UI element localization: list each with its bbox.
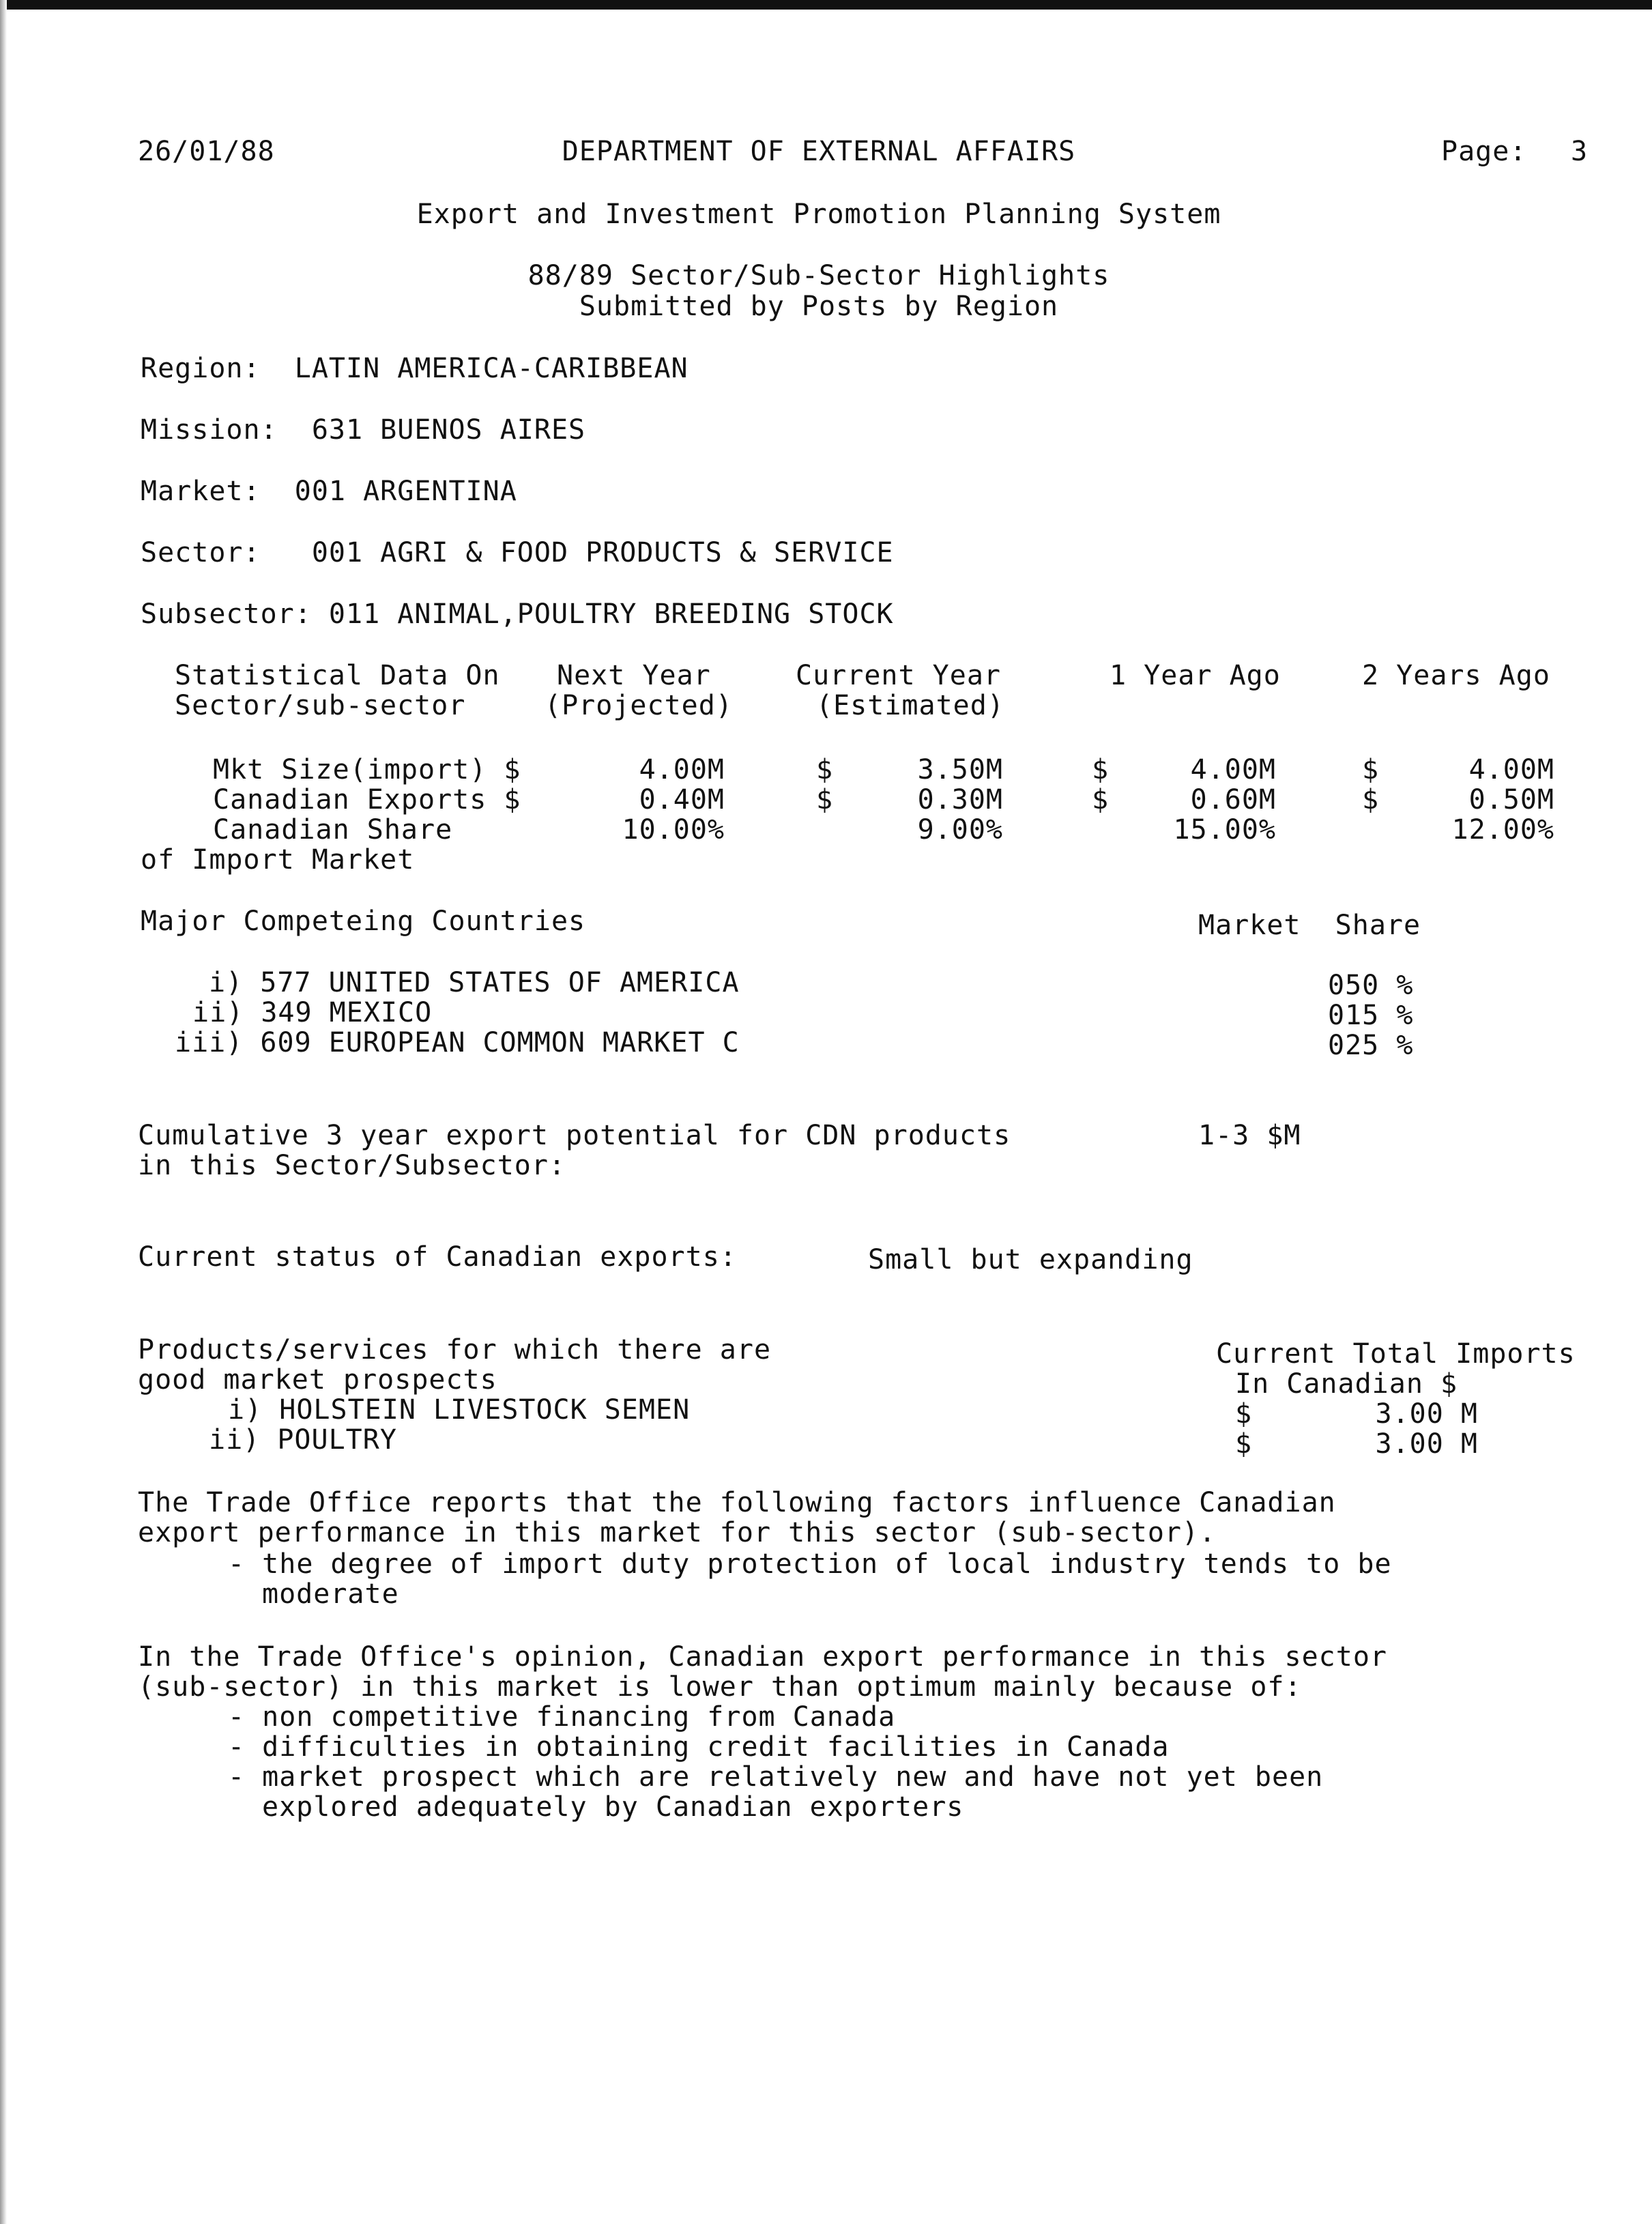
stats-col0-header-2: Sector/sub-sector [175,690,466,721]
product-value: 3.00 M [1375,1398,1478,1430]
stats-col0-header-1: Statistical Data On [175,660,500,691]
stats-cell: 15.00% [1173,814,1276,846]
region-line: Region: LATIN AMERICA-CARIBBEAN [141,353,689,384]
product-currency: $ [1235,1398,1253,1430]
factor-bullet-continuation: moderate [262,1578,399,1610]
report-date: 26/01/88 [138,136,275,167]
stats-row-label: Canadian Exports $ [213,784,521,815]
competitor-share: 025 % [1328,1030,1414,1061]
competitor-name: iii) 609 EUROPEAN COMMON MARKET C [175,1027,740,1058]
competitor-name: ii) 349 MEXICO [192,997,433,1028]
stats-share-continuation: of Import Market [141,844,415,876]
status-label: Current status of Canadian exports: [138,1241,737,1273]
imports-heading-2: In Canadian $ [1235,1368,1458,1400]
opinion-bullet: - non competitive financing from Canada [228,1701,896,1733]
stats-currency: $ [1092,784,1110,815]
stats-col3-header: 1 Year Ago [1110,660,1281,691]
competitor-share: 050 % [1328,970,1414,1001]
product-currency: $ [1235,1428,1253,1460]
competitors-heading: Major Competeing Countries [141,906,586,937]
market-line: Market: 001 ARGENTINA [141,476,517,507]
stats-cell: 3.50M [917,754,1003,785]
page-label: Page: [1441,136,1527,167]
stats-col2-header-2: (Estimated) [816,690,1004,721]
stats-cell: 0.30M [917,784,1003,815]
stats-cell: 4.00M [1190,754,1276,785]
stats-col2-header-1: Current Year [796,660,1001,691]
products-line-2: good market prospects [138,1364,497,1396]
product-value: 3.00 M [1375,1428,1478,1460]
stats-currency: $ [1362,754,1380,785]
highlights-title: 88/89 Sector/Sub-Sector Highlights [527,260,1110,291]
market-share-heading: Market Share [1198,910,1421,941]
stats-cell: 0.50M [1468,784,1554,815]
opinion-bullet: - difficulties in obtaining credit facilities in Canada [228,1731,1170,1763]
potential-value: 1-3 $M [1198,1120,1301,1151]
stats-row-label: Mkt Size(import) $ [213,754,521,785]
stats-currency: $ [1362,784,1380,815]
potential-line-2: in this Sector/Subsector: [138,1150,566,1181]
stats-cell: 12.00% [1451,814,1554,846]
stats-cell: 4.00M [639,754,725,785]
stats-cell: 0.60M [1190,784,1276,815]
stats-col1-header-2: (Projected) [545,690,733,721]
stats-col4-header: 2 Years Ago [1362,660,1550,691]
stats-cell: 10.00% [622,814,725,846]
stats-cell: 9.00% [917,814,1003,846]
stats-cell: 4.00M [1468,754,1554,785]
system-title: Export and Investment Promotion Planning System [416,199,1221,230]
competitor-name: i) 577 UNITED STATES OF AMERICA [209,967,740,998]
factors-line-2: export performance in this market for this sector (sub-sector). [138,1517,1217,1548]
sector-line: Sector: 001 AGRI & FOOD PRODUCTS & SERVICE [141,537,894,568]
imports-heading-1: Current Total Imports [1216,1338,1576,1370]
mission-line: Mission: 631 BUENOS AIRES [141,414,586,446]
opinion-bullet-continuation: explored adequately by Canadian exporters [262,1791,964,1823]
stats-cell: 0.40M [639,784,725,815]
stats-col1-header-1: Next Year [557,660,711,691]
department-title: DEPARTMENT OF EXTERNAL AFFAIRS [562,136,1076,167]
potential-line-1: Cumulative 3 year export potential for CDN products [138,1120,1011,1151]
stats-currency: $ [1092,754,1110,785]
subsector-line: Subsector: 011 ANIMAL,POULTRY BREEDING STOCK [141,598,894,630]
scan-left-edge [0,0,7,2224]
factors-line-1: The Trade Office reports that the following factors influence Canadian [138,1487,1336,1518]
opinion-line-1: In the Trade Office's opinion, Canadian export performance in this sector [138,1641,1387,1673]
factor-bullet: - the degree of import duty protection of local industry tends to be [228,1548,1392,1580]
products-line-1: Products/services for which there are [138,1334,772,1366]
stats-row-label: Canadian Share [213,814,453,846]
stats-currency: $ [816,784,834,815]
page-number: 3 [1571,136,1589,167]
product-item: ii) POULTRY [209,1424,397,1456]
submitted-subtitle: Submitted by Posts by Region [579,291,1059,322]
product-item: i) HOLSTEIN LIVESTOCK SEMEN [228,1394,691,1426]
competitor-share: 015 % [1328,1000,1414,1031]
stats-currency: $ [816,754,834,785]
opinion-bullet: - market prospect which are relatively new and have not yet been [228,1761,1324,1793]
opinion-line-2: (sub-sector) in this market is lower than optimum mainly because of: [138,1671,1302,1703]
scan-top-edge [0,0,1652,10]
status-value: Small but expanding [868,1244,1193,1275]
